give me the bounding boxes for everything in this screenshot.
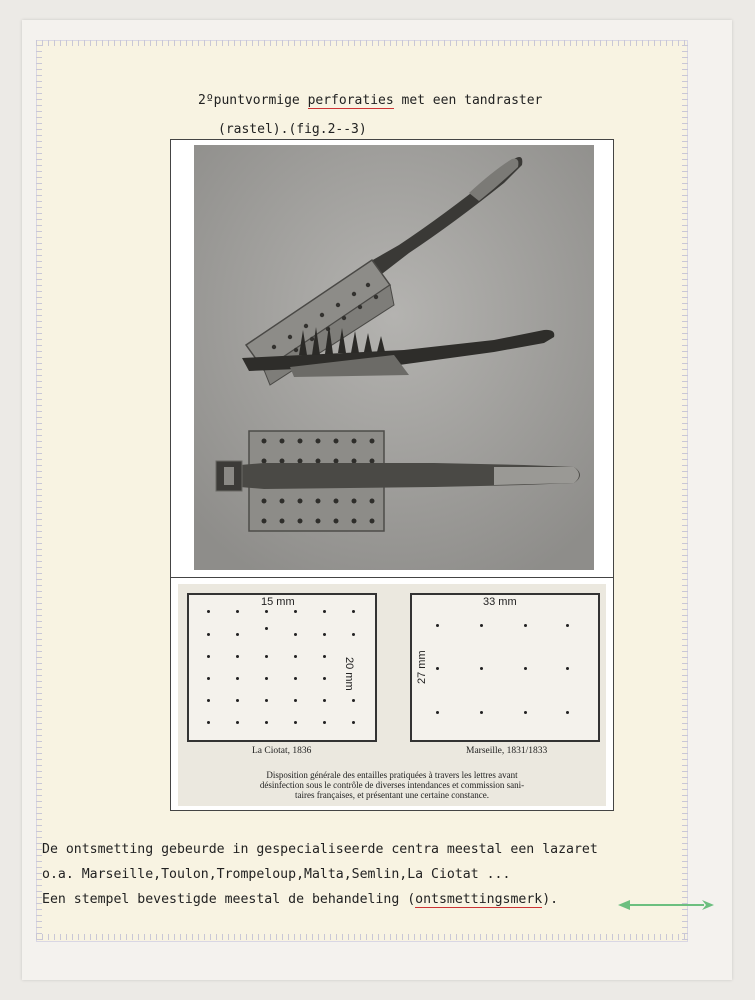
body-line-3-suffix: ). [542, 892, 559, 907]
description-line-3: taires françaises, et présentant une certaine constance. [295, 790, 489, 800]
header-prefix: 2ºpuntvormige [198, 93, 308, 108]
description-line-1: Disposition générale des entailles pratiquées à travers les lettres avant [266, 770, 518, 780]
grid-ticks-bottom [36, 934, 688, 940]
green-arrow-icon [618, 898, 718, 912]
marseille-width-label: 33 mm [483, 596, 517, 608]
header-line-1 [198, 93, 542, 108]
grid-ticks-top [36, 40, 688, 46]
body-line-3 [42, 892, 558, 907]
description-line-2: désinfection sous le contrôle de diverses intendances et commission sani- [259, 780, 525, 790]
marseille-height-label: 27 mm [416, 650, 428, 684]
la-ciotat-caption: La Ciotat, 1836 [252, 746, 312, 756]
body-line-2: o.a. Marseille,Toulon,Trompeloup,Malta,Semlin,La Ciotat ... [42, 867, 511, 882]
header-suffix: met een tandraster [393, 93, 543, 108]
la-ciotat-width-label: 15 mm [261, 596, 295, 608]
figure-divider [170, 577, 614, 578]
tool-illustration [194, 145, 594, 570]
header-underlined-word: perforaties [307, 93, 394, 108]
la-ciotat-height-label: 20 mm [343, 657, 355, 691]
marseille-caption: Marseille, 1831/1833 [466, 746, 548, 756]
body-line-1: De ontsmetting gebeurde in gespecialiseerde centra meestal een lazaret [42, 842, 598, 857]
grid-ticks-left [36, 40, 42, 940]
body-underlined-term: ontsmettingsmerk [415, 892, 543, 907]
body-line-3-prefix: Een stempel bevestigde meestal de behandeling ( [42, 892, 416, 907]
marseille-pattern-box [410, 593, 600, 742]
grid-ticks-right [682, 40, 688, 940]
diagram-description [190, 770, 594, 800]
perforation-tool-photo [194, 145, 594, 570]
header-line-2: (rastel).(fig.2--3) [218, 122, 367, 137]
